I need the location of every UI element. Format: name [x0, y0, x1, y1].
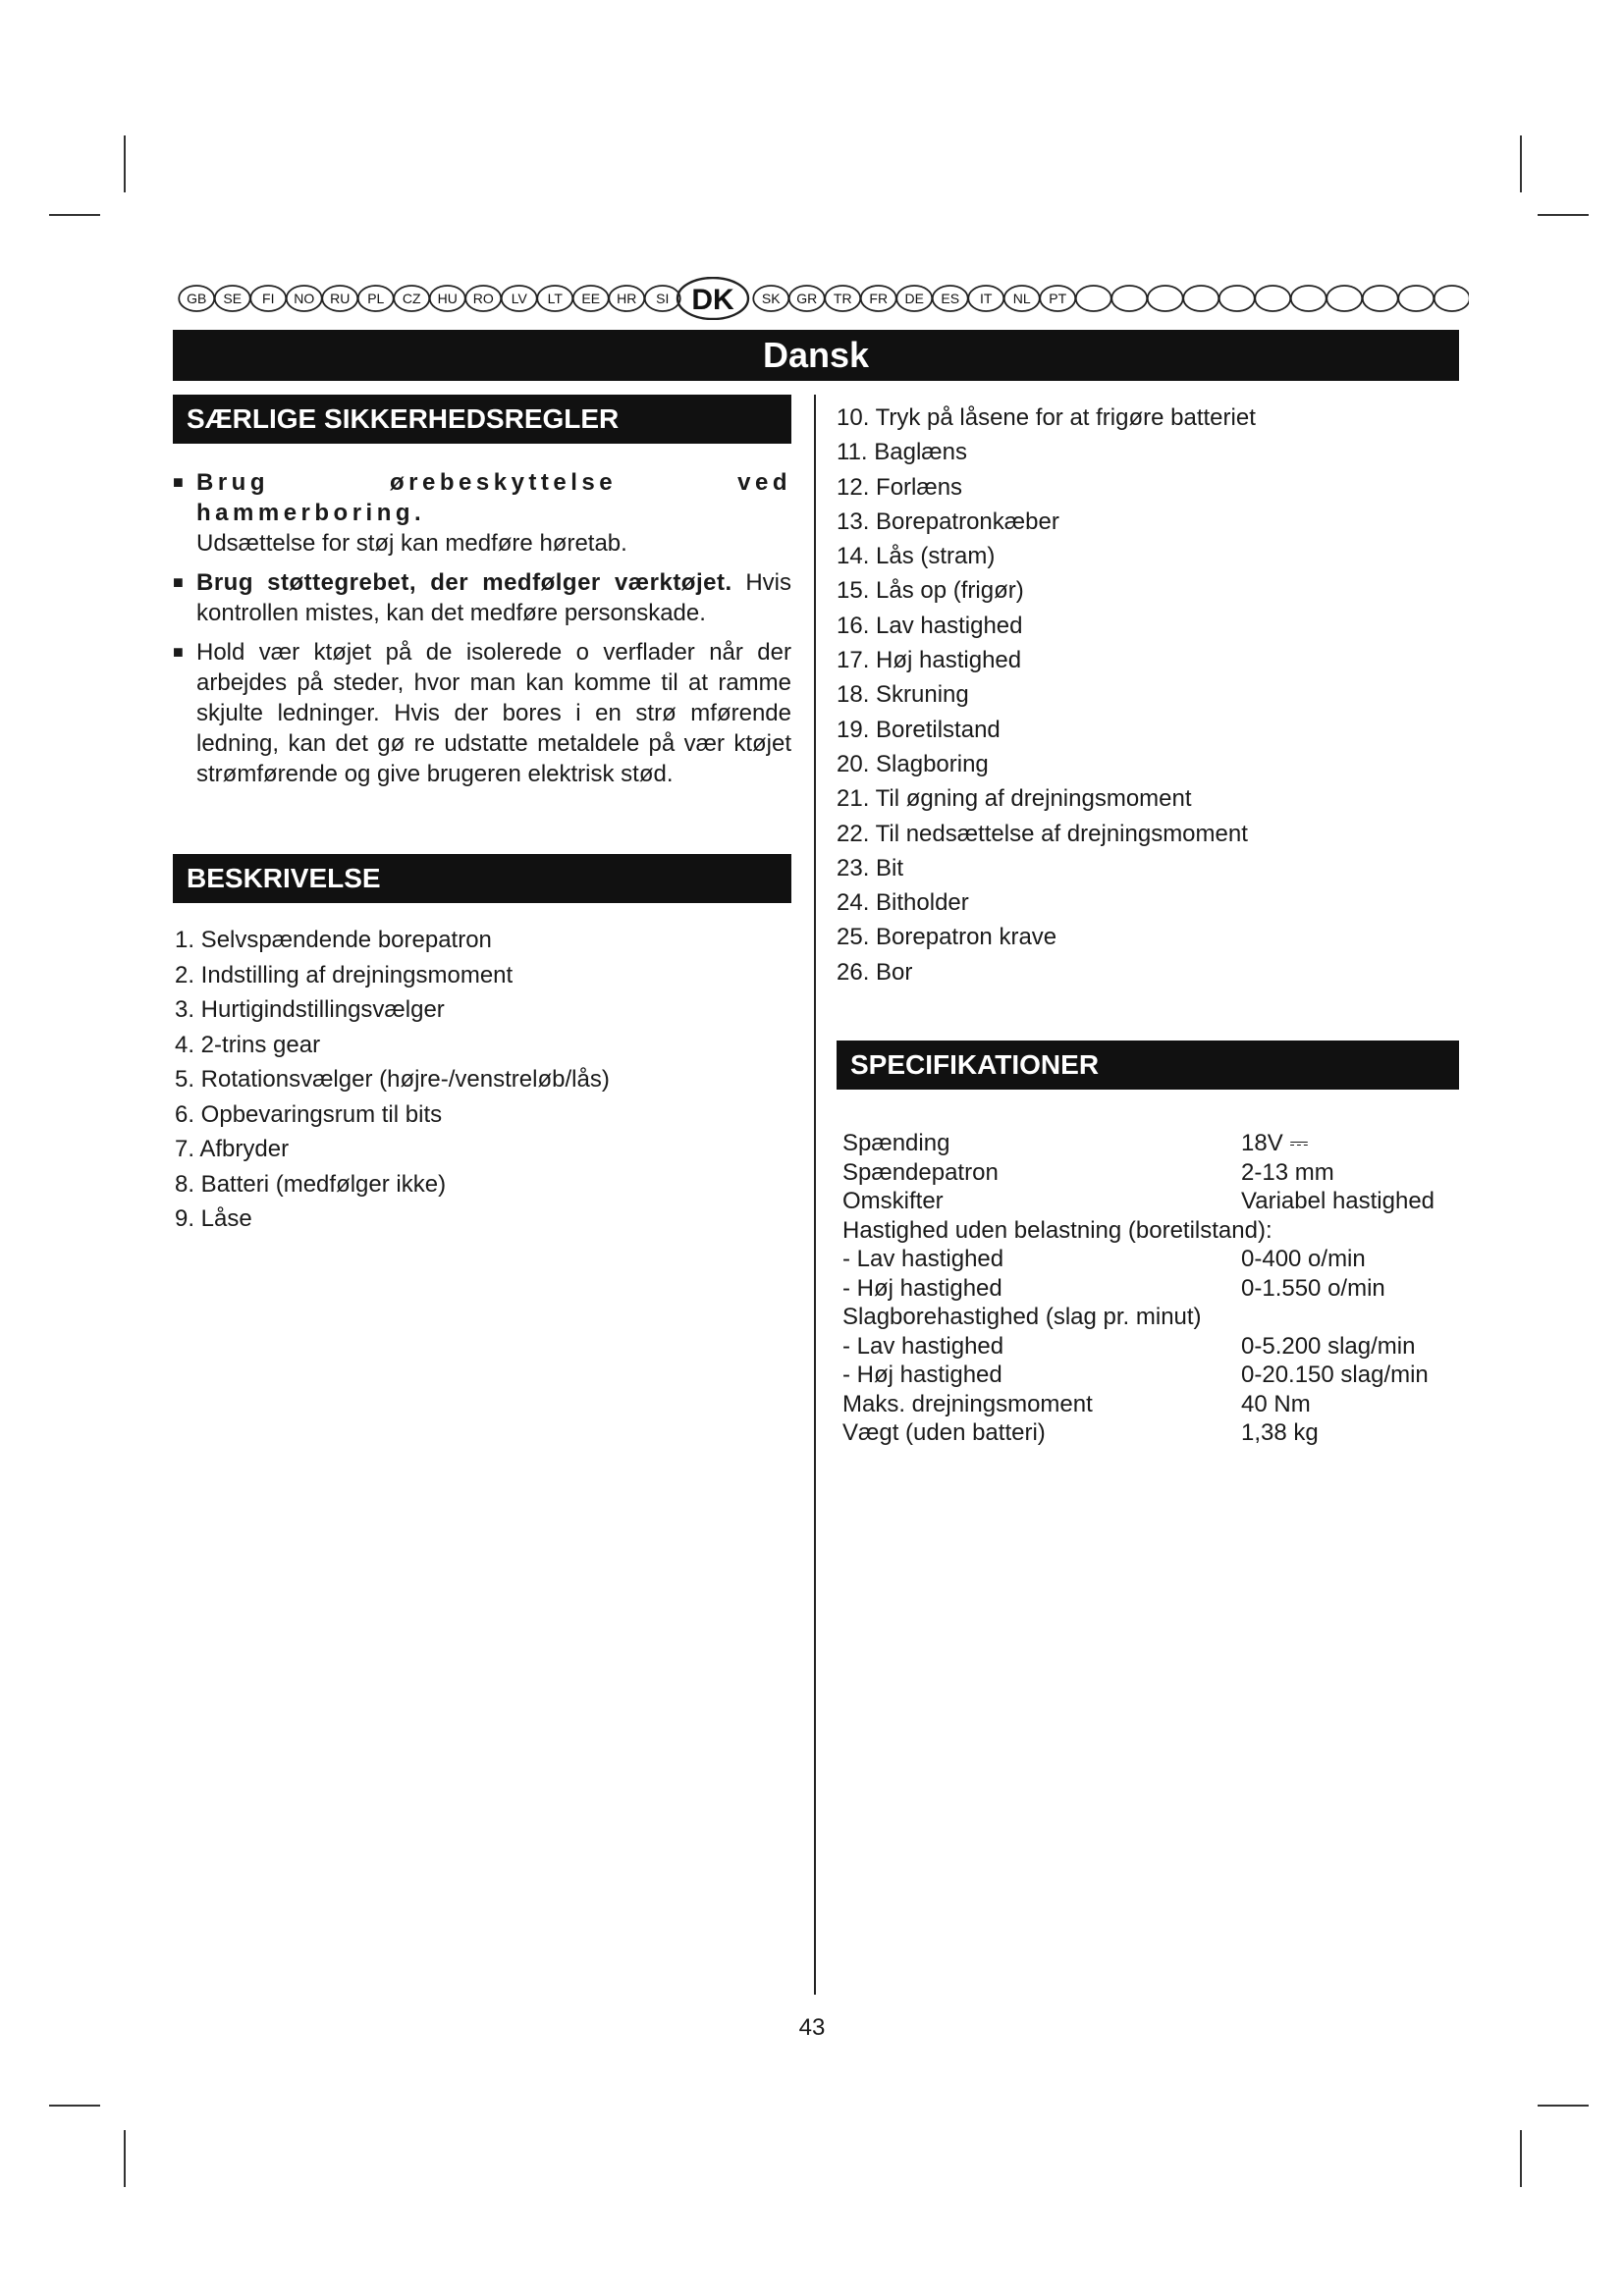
- language-tab: [1435, 286, 1469, 311]
- language-tab: [1183, 286, 1218, 311]
- language-label: SK: [761, 291, 781, 306]
- spec-label: Spænding: [842, 1130, 950, 1157]
- safety-rules: [173, 467, 791, 789]
- crop-mark: [124, 135, 126, 192]
- list-item: 5. Rotationsvælger (højre-/venstreløb/lås): [175, 1066, 610, 1093]
- safety-heading: SÆRLIGE SIKKERHEDSREGLER: [173, 395, 791, 444]
- specs-heading: SPECIFIKATIONER: [837, 1041, 1459, 1090]
- language-tab: [1219, 286, 1255, 311]
- crop-mark: [49, 214, 100, 216]
- spec-label: Omskifter: [842, 1188, 944, 1215]
- spec-label: Hastighed uden belastning (boretilstand):: [842, 1216, 1272, 1244]
- rule-lead: Brug ørebeskyttelse ved hammerboring.: [196, 469, 791, 526]
- language-label: SE: [223, 291, 243, 306]
- right-column: [837, 395, 1459, 1448]
- rule-text: Hold vær ktøjet på de isolerede o verflader når der arbejdes på steder, hvor man kan komme til at ramme skjulte ledninger. Hvis der bores i en strø mførende ledning, kan det gø re udstatte metaldele på vær ktøjet strømførende og give brugeren elektrisk stød.: [196, 639, 791, 787]
- crop-mark: [49, 2105, 100, 2107]
- bullet-icon: ■: [173, 642, 184, 662]
- crop-mark: [1520, 135, 1522, 192]
- list-item: 20. Slagboring: [837, 750, 989, 777]
- language-tab: [1363, 286, 1398, 311]
- active-language-label: DK: [691, 284, 734, 316]
- spec-value: 0-20.150 slag/min: [1241, 1362, 1429, 1389]
- bullet-icon: ■: [173, 572, 184, 592]
- spec-label: - Høj hastighed: [842, 1362, 1002, 1389]
- page-title: Dansk: [173, 330, 1459, 381]
- crop-mark: [1538, 214, 1589, 216]
- list-item: 4. 2-trins gear: [175, 1031, 321, 1058]
- table-row: [837, 1361, 1459, 1390]
- language-label: DE: [904, 291, 924, 306]
- spec-label: Vægt (uden batteri): [842, 1419, 1046, 1447]
- language-label: GR: [796, 291, 818, 306]
- table-row: [837, 1332, 1459, 1362]
- list-item: 22. Til nedsættelse af drejningsmoment: [837, 820, 1248, 847]
- safety-rule: [173, 467, 791, 559]
- language-label: SI: [656, 291, 670, 306]
- list-item: 10. Tryk på låsene for at frigøre batteriet: [837, 404, 1256, 431]
- list-item: 9. Låse: [175, 1205, 252, 1232]
- list-item: 18. Skruning: [837, 681, 969, 709]
- language-label: FR: [869, 291, 889, 306]
- list-item: 17. Høj hastighed: [837, 647, 1022, 674]
- spec-label: Slagborehastighed (slag pr. minut): [842, 1304, 1202, 1331]
- description-list-right: [837, 400, 1459, 989]
- list-item: 11. Baglæns: [837, 439, 967, 466]
- language-tab: [1255, 286, 1290, 311]
- language-label: NO: [294, 291, 315, 306]
- list-item: 14. Lås (stram): [837, 543, 996, 570]
- spec-value: 0-5.200 slag/min: [1241, 1332, 1416, 1360]
- rule-lead: Brug støttegrebet, der medfølger værktøjet.: [196, 569, 732, 596]
- list-item: 2. Indstilling af drejningsmoment: [175, 961, 514, 988]
- language-label: EE: [581, 291, 601, 306]
- spec-value: 18V ⎓: [1241, 1130, 1309, 1157]
- spec-label: Spændepatron: [842, 1158, 999, 1186]
- table-row: [837, 1216, 1459, 1246]
- safety-rule: [173, 567, 791, 628]
- language-tab: [1326, 286, 1362, 311]
- table-row: [837, 1245, 1459, 1274]
- spec-label: - Lav hastighed: [842, 1332, 1004, 1360]
- language-label: IT: [980, 291, 993, 306]
- spec-value: 1,38 kg: [1241, 1419, 1319, 1447]
- crop-mark: [124, 2130, 126, 2187]
- crop-mark: [1538, 2105, 1589, 2107]
- table-row: [837, 1390, 1459, 1419]
- list-item: 3. Hurtigindstillingsvælger: [175, 996, 445, 1023]
- table-row: [837, 1418, 1459, 1448]
- language-label: RO: [472, 291, 494, 306]
- list-item: 6. Opbevaringsrum til bits: [175, 1100, 443, 1128]
- list-item: 26. Bor: [837, 958, 913, 986]
- spec-value: Variabel hastighed: [1241, 1188, 1435, 1215]
- specs-table: [837, 1129, 1459, 1448]
- language-label: HR: [617, 291, 637, 306]
- language-label: TR: [833, 291, 852, 306]
- table-row: [837, 1303, 1459, 1332]
- list-item: 25. Borepatron krave: [837, 924, 1057, 951]
- language-label: LV: [511, 291, 527, 306]
- spec-value: 0-400 o/min: [1241, 1246, 1366, 1273]
- list-item: 8. Batteri (medfølger ikke): [175, 1170, 447, 1198]
- language-label: LT: [547, 291, 563, 306]
- language-label: PL: [367, 291, 385, 306]
- table-row: [837, 1274, 1459, 1304]
- list-item: 7. Afbryder: [175, 1136, 290, 1162]
- description-list-left: [173, 923, 791, 1237]
- language-label: PT: [1049, 291, 1067, 306]
- language-label: FI: [262, 291, 275, 306]
- list-item: 13. Borepatronkæber: [837, 507, 1059, 535]
- language-label: CZ: [402, 291, 421, 306]
- language-tab: [1111, 286, 1147, 311]
- list-item: 24. Bitholder: [837, 889, 969, 917]
- left-column: [173, 395, 791, 1237]
- language-tab: [1291, 286, 1326, 311]
- rule-text: Hvis kontrollen mistes, kan det medføre personskade.: [196, 569, 791, 626]
- language-label: RU: [330, 291, 351, 306]
- list-item: 23. Bit: [837, 854, 904, 881]
- language-tab: [1398, 286, 1434, 311]
- table-row: [837, 1187, 1459, 1216]
- list-item: 1. Selvspændende borepatron: [175, 927, 492, 953]
- table-row: [837, 1129, 1459, 1158]
- spec-label: - Lav hastighed: [842, 1246, 1004, 1273]
- language-tab: [1076, 286, 1111, 311]
- list-item: 12. Forlæns: [837, 473, 963, 501]
- spec-value: 2-13 mm: [1241, 1158, 1334, 1186]
- spec-label: - Høj hastighed: [842, 1274, 1002, 1302]
- page-number: 43: [798, 2014, 826, 2041]
- table-row: [837, 1158, 1459, 1188]
- language-label: GB: [187, 291, 207, 306]
- rule-text: Udsættelse for støj kan medføre høretab.: [196, 530, 627, 557]
- safety-rule: [173, 637, 791, 789]
- spec-value: 0-1.550 o/min: [1241, 1274, 1385, 1302]
- language-tabs: [173, 277, 1469, 320]
- list-item: 16. Lav hastighed: [837, 612, 1023, 639]
- language-label: NL: [1012, 291, 1031, 306]
- crop-mark: [1520, 2130, 1522, 2187]
- spec-label: Maks. drejningsmoment: [842, 1390, 1093, 1417]
- list-item: 15. Lås op (frigør): [837, 577, 1024, 605]
- language-label: ES: [941, 291, 960, 306]
- spec-value: 40 Nm: [1241, 1390, 1311, 1417]
- column-divider: [814, 395, 816, 1995]
- language-tab: [1148, 286, 1183, 311]
- list-item: 19. Boretilstand: [837, 716, 1001, 743]
- bullet-icon: ■: [173, 472, 184, 492]
- list-item: 21. Til øgning af drejningsmoment: [837, 785, 1192, 813]
- description-heading: BESKRIVELSE: [173, 854, 791, 903]
- language-label: HU: [437, 291, 458, 306]
